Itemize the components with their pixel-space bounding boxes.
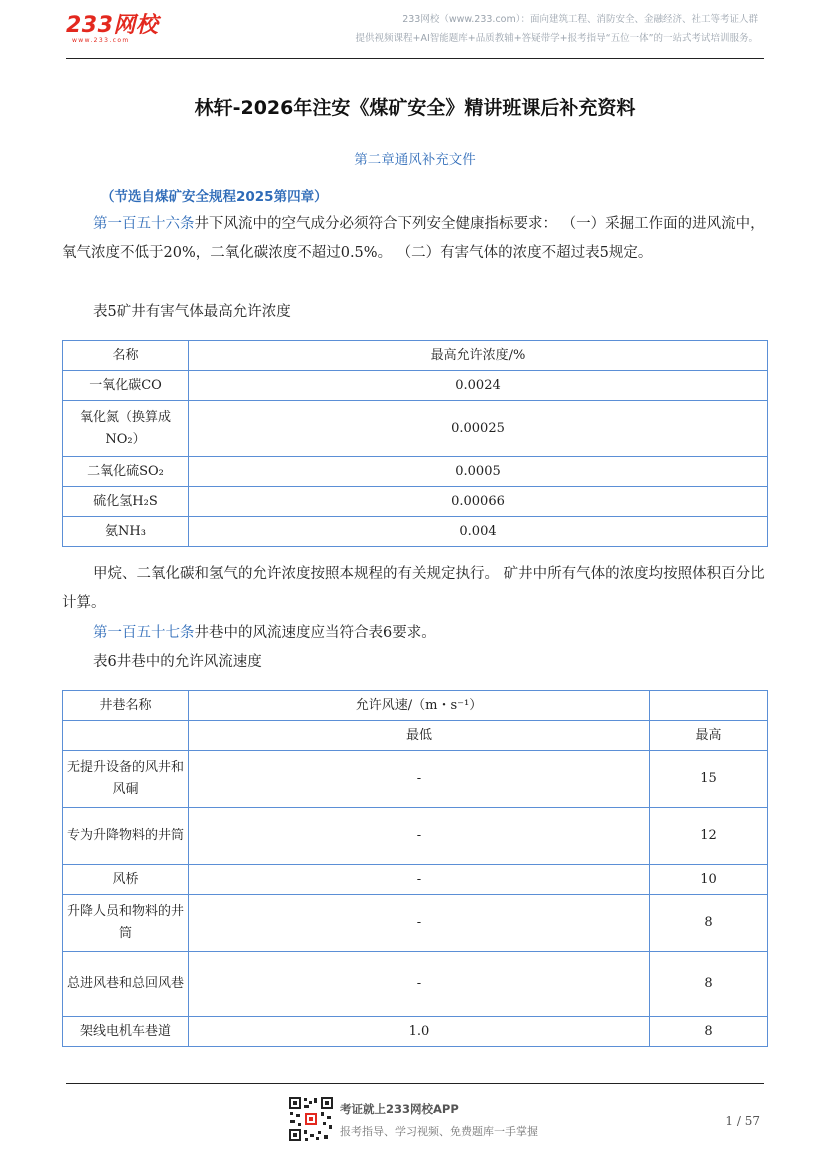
table-cell: 氨NH₃ xyxy=(63,517,189,547)
table6-airflow-speed xyxy=(62,690,768,1047)
header-tagline xyxy=(356,10,759,48)
table-row xyxy=(63,401,768,457)
table-cell: 0.0005 xyxy=(189,457,768,487)
page-header xyxy=(0,0,830,60)
table-cell: 氧化氮（换算成NO₂） xyxy=(63,401,189,457)
table-cell: 10 xyxy=(650,865,768,895)
table-cell: 0.00066 xyxy=(189,487,768,517)
table-cell: - xyxy=(189,751,650,808)
footer-divider xyxy=(66,1083,764,1084)
table-cell: 总进风巷和总回风巷 xyxy=(63,952,189,1017)
header-divider xyxy=(66,58,764,59)
gas-note-paragraph: 甲烷、二氧化碳和氢气的允许浓度按照本规程的有关规定执行。 矿井中所有气体的浓度均按照体积百分比计算。 xyxy=(62,566,765,611)
logo-text: 233网校 xyxy=(66,13,159,38)
table-cell: 0.00025 xyxy=(189,401,768,457)
table-cell: 15 xyxy=(650,751,768,808)
article-156-text: 井下风流中的空气成分必须符合下列安全健康指标要求： （一）采掘工作面的进风流中，氧气浓度不低于20%，二氧化碳浓度不超过0.5%。 （二）有害气体的浓度不超过表5规定。 xyxy=(62,216,765,261)
article-157-paragraph xyxy=(62,619,768,648)
table-cell: 一氧化碳CO xyxy=(63,371,189,401)
table-row xyxy=(63,865,768,895)
table-cell: - xyxy=(189,808,650,865)
table-cell: 硫化氢H₂S xyxy=(63,487,189,517)
article-156-label: 第一百五十六条 xyxy=(93,216,195,232)
document-title: 林轩-2026年注安《煤矿安全》精讲班课后补充资料 xyxy=(194,97,636,119)
table-cell: 无提升设备的风井和风硐 xyxy=(63,751,189,808)
table-row xyxy=(63,808,768,865)
app-promo-subtitle: 报考指导、学习视频、免费题库一手掌握 xyxy=(340,1125,538,1138)
table-row xyxy=(63,487,768,517)
table-row xyxy=(63,517,768,547)
table-header-cell: 最高允许浓度/% xyxy=(189,341,768,371)
table-cell: 架线电机车巷道 xyxy=(63,1017,189,1047)
table-cell: 12 xyxy=(650,808,768,865)
page-number: 1 / 57 xyxy=(725,1114,760,1128)
table-header-cell xyxy=(63,721,189,751)
app-promo-title: 考证就上233网校APP xyxy=(340,1102,459,1116)
brand-logo[interactable] xyxy=(66,8,158,44)
article-157-label: 第一百五十七条 xyxy=(93,625,195,641)
table-cell: 8 xyxy=(650,952,768,1017)
table-header-row xyxy=(63,341,768,371)
table-row xyxy=(63,952,768,1017)
tagline-line-2: 提供视频课程+AI智能题库+品质教辅+答疑带学+报考指导“五位一体”的一站式考试培训服务。 xyxy=(355,33,758,44)
table5-gas-concentration xyxy=(62,340,768,547)
table-cell: 二氧化硫SO₂ xyxy=(63,457,189,487)
table-header-row xyxy=(63,691,768,721)
logo-url: www.233.com xyxy=(72,37,130,44)
table-cell: 升降人员和物料的井筒 xyxy=(63,895,189,952)
table-cell: 专为升降物料的井筒 xyxy=(63,808,189,865)
table-cell: 8 xyxy=(650,1017,768,1047)
table-row xyxy=(63,895,768,952)
table-cell: - xyxy=(189,865,650,895)
qr-code-icon[interactable] xyxy=(288,1096,334,1142)
table-row xyxy=(63,457,768,487)
chapter-heading: 第二章通风补充文件 xyxy=(354,152,476,168)
article-156-paragraph xyxy=(62,210,768,268)
tagline-line-1: 233网校（www.233.com）：面向建筑工程、消防安全、金融经济、社工等考证人群 xyxy=(402,14,758,25)
table-header-row xyxy=(63,721,768,751)
table-header-cell: 井巷名称 xyxy=(63,691,189,721)
section-note: （节选自煤矿安全规程2025第四章） xyxy=(101,189,328,205)
table-cell: - xyxy=(189,895,650,952)
table5-caption: 表5矿井有害气体最高允许浓度 xyxy=(93,304,291,320)
article-157-text: 井巷中的风流速度应当符合表6要求。 xyxy=(194,625,436,641)
table-header-cell: 最高 xyxy=(650,721,768,751)
table-cell: 0.004 xyxy=(189,517,768,547)
table-cell: 0.0024 xyxy=(189,371,768,401)
table-cell: 8 xyxy=(650,895,768,952)
table-header-cell xyxy=(650,691,768,721)
table-row xyxy=(63,751,768,808)
table-header-cell: 最低 xyxy=(189,721,650,751)
table-cell: 1.0 xyxy=(189,1017,650,1047)
table-header-cell: 名称 xyxy=(63,341,189,371)
table-row xyxy=(63,1017,768,1047)
table-header-cell: 允许风速/（m・s⁻¹） xyxy=(189,691,650,721)
table-cell: - xyxy=(189,952,650,1017)
table-row xyxy=(63,371,768,401)
table-cell: 风桥 xyxy=(63,865,189,895)
table6-caption: 表6井巷中的允许风流速度 xyxy=(93,654,262,670)
